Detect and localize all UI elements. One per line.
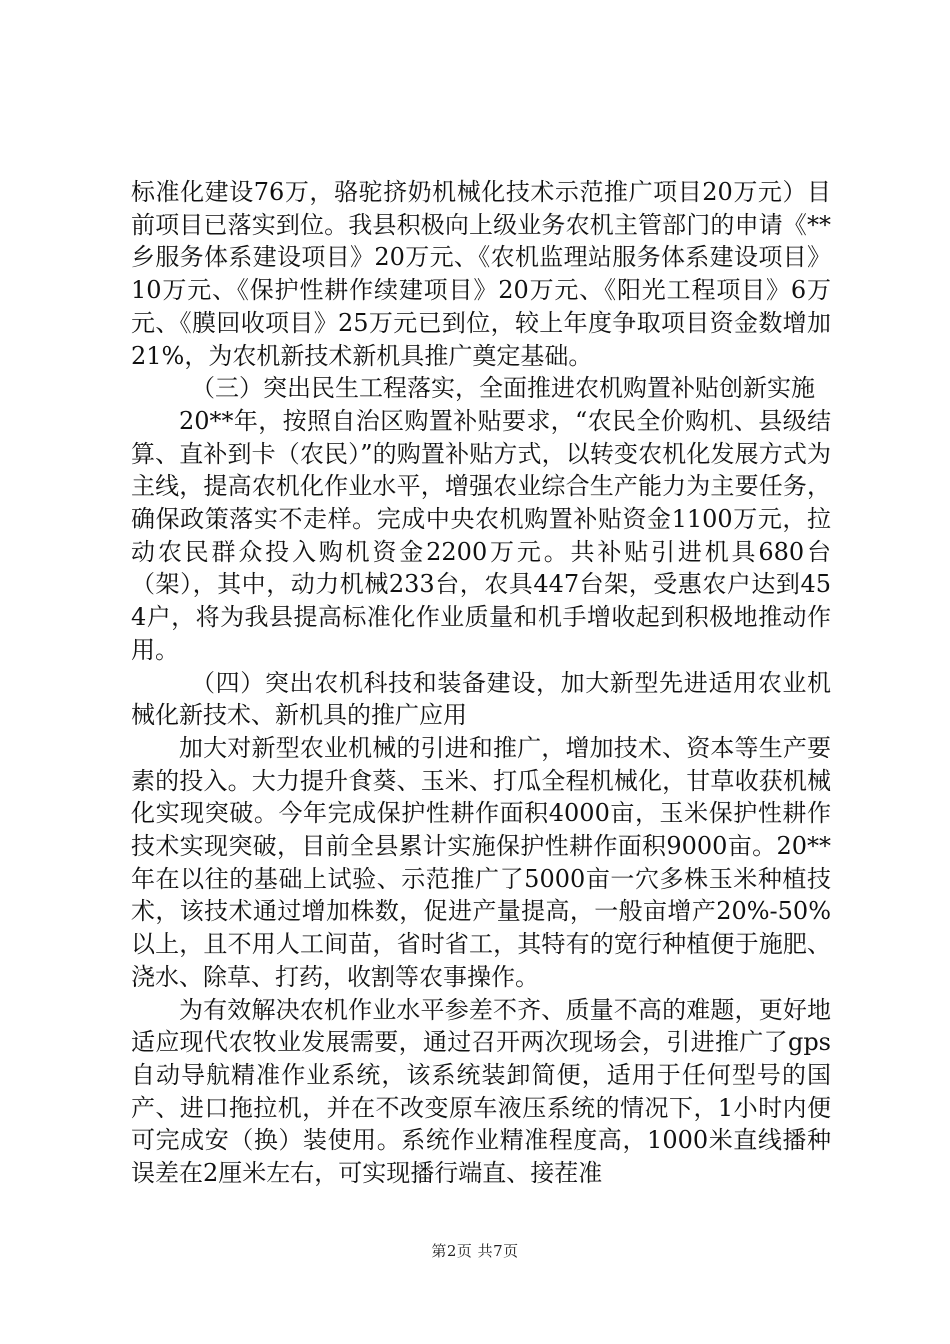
document-body bbox=[131, 176, 831, 1190]
paragraph-machinery: 加大对新型农业机械的引进和推广，增加技术、资本等生产要素的投入。大力提升食葵、玉米、打瓜全程机械化，甘草收获机械化实现突破。今年完成保护性耕作面积4000亩，玉米保护性耕作技术实现突破，目前全县累计实施保护性耕作面积9000亩。20**年在以往的基础上试验、示范推广了5000亩一穴多株玉米种植技术，该技术通过增加株数，促进产量提高，一般亩增产20%-50%以上，且不用人工间苗，省时省工，其特有的宽行种植便于施肥、浇水、除草、打药，收割等农事操作。 bbox=[131, 733, 831, 991]
paragraph-subsidy: 20**年，按照自治区购置补贴要求，“农民全价购机、县级结算、直补到卡（农民）”的购置补贴方式，以转变农机化发展方式为主线，提高农机化作业水平，增强农业综合生产能力为主要任务，确保政策落实不走样。完成中央农机购置补贴资金1100万元，拉动农民群众投入购机资金2200万元。共补贴引进机具680台（架），其中，动力机械233台，农具447台架，受惠农户达到454户，将为我县提高标准化作业质量和机手增收起到积极地推动作用。 bbox=[131, 406, 831, 664]
page-footer: 第2页 共7页 bbox=[431, 1242, 519, 1260]
paragraph-continued: 标准化建设76万，骆驼挤奶机械化技术示范推广项目20万元）目前项目已落实到位。我县积极向上级业务农机主管部门的申请《**乡服务体系建设项目》20万元、《农机监理站服务体系建设项目》10万元、《保护性耕作续建项目》20万元、《阳光工程项目》6万元、《膜回收项目》25万元已到位，较上年度争取项目资金数增加21%，为农机新技术新机具推广奠定基础。 bbox=[131, 178, 831, 370]
section-heading-4: （四）突出农机科技和装备建设，加大新型先进适用农业机械化新技术、新机具的推广应用 bbox=[131, 668, 831, 730]
paragraph-gps: 为有效解决农机作业水平参差不齐、质量不高的难题，更好地适应现代农牧业发展需要，通过召开两次现场会，引进推广了gps自动导航精准作业系统，该系统装卸简便，适用于任何型号的国产、进口拖拉机，并在不改变原车液压系统的情况下，1小时内便可完成安（换）装使用。系统作业精准程度高，1000米直线播种误差在2厘米左右，可实现播行端直、接茬准 bbox=[131, 995, 831, 1188]
section-heading-3: （三）突出民生工程落实，全面推进农机购置补贴创新实施 bbox=[191, 374, 815, 403]
